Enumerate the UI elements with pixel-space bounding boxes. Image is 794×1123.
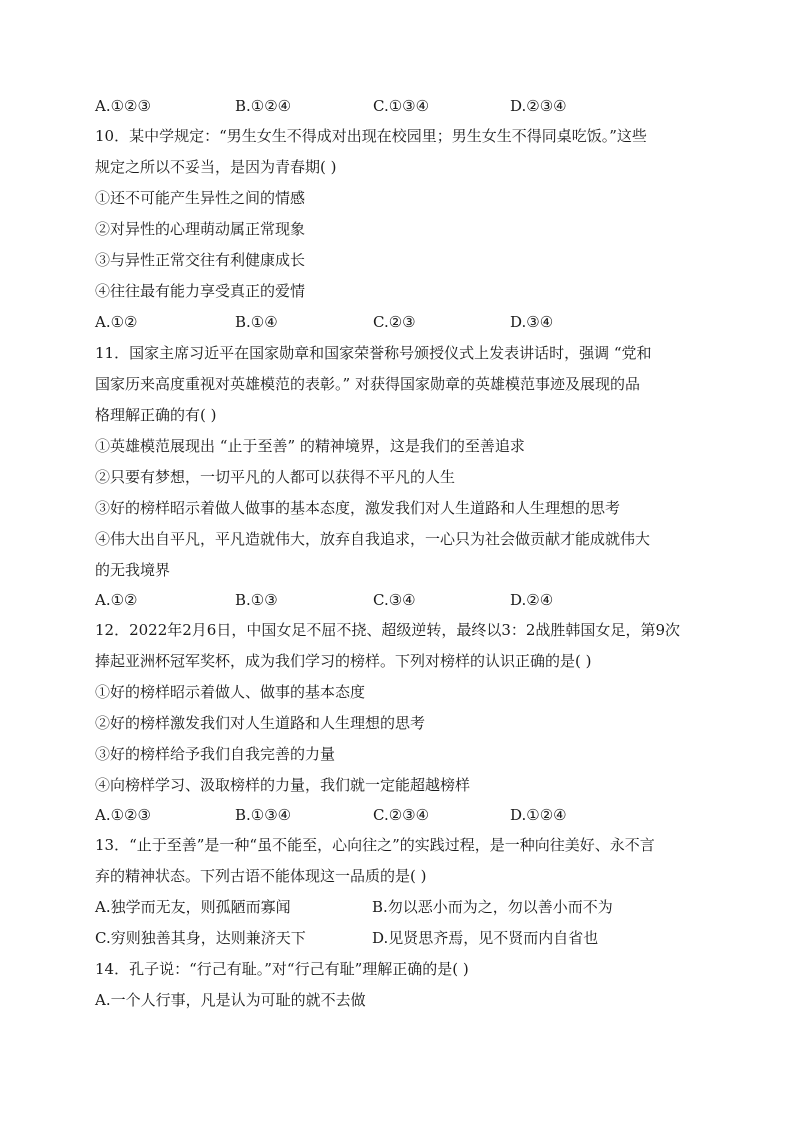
- q11-statement-4-cont: 的无我境界: [95, 561, 171, 579]
- q11-stem-line-3: 格理解正确的有( ): [95, 406, 217, 424]
- q11-stem-line-1: 11．国家主席习近平在国家勋章和国家荣誉称号颁授仪式上发表讲话时，强调 “党和: [95, 344, 652, 362]
- q12-stem-line-1: 12．2022年2月6日，中国女足不屈不挠、超级逆转，最终以3：2战胜韩国女足，第9次: [95, 621, 680, 639]
- q10-option-b: B.①④: [235, 313, 278, 331]
- q9-options: [95, 96, 705, 118]
- q9-option-c: C.①③④: [373, 97, 430, 115]
- q13-stem-line-1: 13．“止于至善”是一种“虽不能至，心向往之”的实践过程，是一种向往美好、永不言: [95, 836, 655, 854]
- q13-option-c: C.穷则独善其身，达则兼济天下: [95, 929, 306, 947]
- q10-statement-2: ②对异性的心理萌动属正常现象: [95, 220, 306, 238]
- q12-option-b: B.①③④: [235, 806, 292, 824]
- q12-option-a: A.①②③: [95, 806, 151, 824]
- q10-option-d: D.③④: [510, 313, 554, 331]
- q10-statement-1: ①还不可能产生异性之间的情感: [95, 189, 306, 207]
- q12-option-d: D.①②④: [510, 806, 567, 824]
- q12-options: [95, 805, 705, 827]
- q10-options: [95, 312, 705, 334]
- q10-option-a: A.①②: [95, 313, 138, 331]
- q11-option-c: C.③④: [373, 591, 416, 609]
- q11-statement-4: ④伟大出自平凡，平凡造就伟大，放弃自我追求，一心只为社会做贡献才能成就伟大: [95, 530, 651, 548]
- q11-statement-2: ②只要有梦想，一切平凡的人都可以获得不平凡的人生: [95, 468, 456, 486]
- q14-stem-line-1: 14．孔子说：“行己有耻。”对“行己有耻”理解正确的是( ): [95, 960, 469, 978]
- q11-option-a: A.①②: [95, 591, 138, 609]
- q10-stem-line-1: 10．某中学规定：“男生女生不得成对出现在校园里；男生女生不得同桌吃饭。”这些: [95, 127, 647, 145]
- q11-statement-3: ③好的榜样昭示着做人做事的基本态度，激发我们对人生道路和人生理想的思考: [95, 499, 621, 517]
- q13-options-row-2: [95, 928, 705, 950]
- q10-stem-line-2: 规定之所以不妥当，是因为青春期( ): [95, 158, 337, 176]
- q10-statement-3: ③与异性正常交往有利健康成长: [95, 251, 306, 269]
- q12-statement-4: ④向榜样学习、汲取榜样的力量，我们就一定能超越榜样: [95, 776, 471, 794]
- q11-stem-line-2: 国家历来高度重视对英雄模范的表彰。” 对获得国家勋章的英雄模范事迹及展现的品: [95, 375, 640, 393]
- q11-options: [95, 590, 705, 612]
- q12-stem-line-2: 捧起亚洲杯冠军奖杯，成为我们学习的榜样。下列对榜样的认识正确的是( ): [95, 652, 592, 670]
- q9-option-d: D.②③④: [510, 97, 567, 115]
- q12-statement-1: ①好的榜样昭示着做人、做事的基本态度: [95, 683, 366, 701]
- q9-option-a: A.①②③: [95, 97, 151, 115]
- q12-statement-3: ③好的榜样给予我们自我完善的力量: [95, 745, 336, 763]
- q13-option-d: D.见贤思齐焉，见不贤而内自省也: [372, 929, 599, 947]
- q10-option-c: C.②③: [373, 313, 416, 331]
- q13-option-b: B.勿以恶小而为之，勿以善小而不为: [372, 898, 613, 916]
- q10-statement-4: ④往往最有能力享受真正的爱情: [95, 282, 306, 300]
- q11-option-d: D.②④: [510, 591, 554, 609]
- q13-options-row-1: [95, 897, 705, 919]
- q12-option-c: C.②③④: [373, 806, 430, 824]
- q14-option-a: A.一个人行事，凡是认为可耻的就不去做: [95, 991, 366, 1009]
- q13-option-a: A.独学而无友，则孤陋而寡闻: [95, 898, 291, 916]
- q11-statement-1: ①英雄模范展现出 “止于至善” 的精神境界，这是我们的至善追求: [95, 437, 525, 455]
- q11-option-b: B.①③: [235, 591, 278, 609]
- q13-stem-line-2: 弃的精神状态。下列古语不能体现这一品质的是( ): [95, 867, 427, 885]
- q12-statement-2: ②好的榜样激发我们对人生道路和人生理想的思考: [95, 714, 426, 732]
- q9-option-b: B.①②④: [235, 97, 292, 115]
